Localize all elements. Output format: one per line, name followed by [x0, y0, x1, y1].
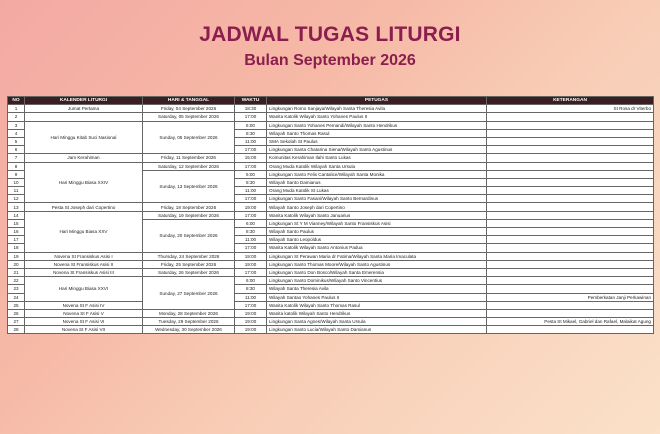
- cell-no: 8: [8, 162, 25, 170]
- table-row: [8, 211, 654, 219]
- header-row: [8, 97, 654, 105]
- cell-hari: Sunday, 20 September 2026: [143, 219, 235, 252]
- cell-keterangan: [487, 219, 654, 227]
- cell-petugas: Wanita katolik Wilayah Santo Hendrikus: [267, 309, 487, 317]
- cell-keterangan: [487, 285, 654, 293]
- table-header: [8, 97, 654, 105]
- cell-petugas: Lingkungan Santo Dominikus/Wilayah Santo Vincentius: [267, 277, 487, 285]
- cell-no: 11: [8, 187, 25, 195]
- cell-petugas: Wilayah Santo Joseph dari Copertino: [267, 203, 487, 211]
- cell-kalender: Hari Minggu Biasa XXVI: [25, 277, 143, 302]
- cell-waktu: 17:00: [235, 244, 267, 252]
- cell-kalender: Novena St Fransiskus Asisi II: [25, 260, 143, 268]
- cell-kalender: [25, 113, 143, 121]
- cell-petugas: Wanita Katolik Wilayah Santo Antonius Padua: [267, 244, 487, 252]
- cell-no: 19: [8, 252, 25, 260]
- cell-no: 3: [8, 121, 25, 129]
- cell-waktu: 19:00: [235, 318, 267, 326]
- table-row: [8, 252, 654, 260]
- cell-petugas: Lingkungan Santa Chatarina Siena/Wilayah Santo Agustinus: [267, 146, 487, 154]
- cell-no: 13: [8, 203, 25, 211]
- cell-petugas: Lingkungan Santa Agnes/Wilayah Santa Ursula: [267, 318, 487, 326]
- cell-petugas: Lingkungan Santo Yohanes Pemandi/Wilayah Santo Hendrikus: [267, 121, 487, 129]
- cell-petugas: Wanita Katolik Wilayah Santo Januarius: [267, 211, 487, 219]
- cell-petugas: Komunitas Kerahiman Ilahi Santo Lukas: [267, 154, 487, 162]
- cell-hari: Wednesday, 30 September 2026: [143, 326, 235, 334]
- col-header-petugas: PETUGAS: [267, 97, 487, 105]
- cell-petugas: Lingkungan St Perawan Maria dr Fatima/Wilayah Santa Maria Imaculata: [267, 252, 487, 260]
- cell-hari: Monday, 28 September 2026: [143, 309, 235, 317]
- col-header-keterangan: KETERANGAN: [487, 97, 654, 105]
- cell-no: 26: [8, 309, 25, 317]
- cell-keterangan: [487, 326, 654, 334]
- cell-kalender: Novena St F Asisi IV: [25, 301, 143, 309]
- cell-petugas: Wilayah Santo Damianus: [267, 178, 487, 186]
- table-row: [8, 113, 654, 121]
- cell-hari: Friday, 11 September 2026: [143, 154, 235, 162]
- cell-petugas: Lingkungan Santo Don Bosco/Wilayah Santa Emerensia: [267, 268, 487, 276]
- cell-kalender: Hari Minggu Kitab Suci Nasional: [25, 121, 143, 154]
- cell-waktu: 17:00: [235, 162, 267, 170]
- table-row: [8, 277, 654, 285]
- cell-keterangan: [487, 113, 654, 121]
- cell-petugas: Lingkungan Romo Sanjaya/Wilayah Santa Theresia Avila: [267, 105, 487, 113]
- table-row: [8, 309, 654, 317]
- cell-hari: Saturday, 26 September 2026: [143, 268, 235, 276]
- cell-waktu: 17:00: [235, 301, 267, 309]
- cell-waktu: 17:00: [235, 146, 267, 154]
- cell-kalender: Pesta St Joseph dari Copertino: [25, 203, 143, 211]
- cell-keterangan: [487, 178, 654, 186]
- cell-petugas: Orang Muda Katolik Wilayah Santa Ursula: [267, 162, 487, 170]
- cell-keterangan: [487, 309, 654, 317]
- cell-waktu: 19:00: [235, 203, 267, 211]
- table-row: [8, 203, 654, 211]
- cell-waktu: 11:00: [235, 236, 267, 244]
- cell-no: 21: [8, 268, 25, 276]
- cell-no: 23: [8, 285, 25, 293]
- cell-waktu: 17:00: [235, 268, 267, 276]
- cell-keterangan: Pesta St Mikael, Gabriel dan Rafael, Malaikat Agung: [487, 318, 654, 326]
- table-row: [8, 105, 654, 113]
- cell-no: 16: [8, 228, 25, 236]
- cell-kalender: Jam Kerahiman: [25, 154, 143, 162]
- cell-hari: Friday, 18 September 2026: [143, 203, 235, 211]
- cell-petugas: Orang Muda Katolik St Lukas: [267, 187, 487, 195]
- cell-waktu: 11:00: [235, 293, 267, 301]
- cell-keterangan: [487, 211, 654, 219]
- cell-no: 14: [8, 211, 25, 219]
- cell-petugas: Lingkungan Santo Fasani/Wilayah Santo Bernardinus: [267, 195, 487, 203]
- cell-waktu: 6:00: [235, 277, 267, 285]
- col-header-kalender: KALENDER LITURGI: [25, 97, 143, 105]
- cell-petugas: Lingkungan Santo Lucia/Wilayah Santo Damianus: [267, 326, 487, 334]
- cell-kalender: Novena St F Asisi VI: [25, 318, 143, 326]
- table-row: [8, 162, 654, 170]
- cell-hari: Sunday, 13 September 2026: [143, 170, 235, 203]
- cell-petugas: SMA Sekolah St Paulus: [267, 137, 487, 145]
- cell-hari: Sunday, 27 September 2026: [143, 277, 235, 310]
- table-row: [8, 260, 654, 268]
- cell-waktu: 8:30: [235, 178, 267, 186]
- cell-keterangan: [487, 154, 654, 162]
- cell-keterangan: Pemberkatan Janji Perkawinan: [487, 293, 654, 301]
- cell-petugas: Wanita Katolik Wilayah Santo Yohanes Paulus II: [267, 113, 487, 121]
- cell-hari: Tuesday, 29 September 2026: [143, 318, 235, 326]
- cell-waktu: 19:00: [235, 326, 267, 334]
- cell-kalender: Novena St F Asisi VII: [25, 326, 143, 334]
- cell-waktu: 8:30: [235, 129, 267, 137]
- cell-waktu: 6:00: [235, 121, 267, 129]
- cell-waktu: 18:30: [235, 105, 267, 113]
- cell-waktu: 19:00: [235, 260, 267, 268]
- cell-hari: Friday, 04 September 2026: [143, 105, 235, 113]
- cell-keterangan: [487, 146, 654, 154]
- col-header-waktu: WAKTU: [235, 97, 267, 105]
- cell-keterangan: [487, 236, 654, 244]
- cell-waktu: 8:30: [235, 285, 267, 293]
- cell-waktu: 8:30: [235, 228, 267, 236]
- cell-kalender: Hari Minggu Biasa XXV: [25, 211, 143, 252]
- cell-kalender: Hari Minggu Biasa XXIV: [25, 162, 143, 203]
- cell-no: 17: [8, 236, 25, 244]
- cell-keterangan: [487, 129, 654, 137]
- cell-keterangan: [487, 244, 654, 252]
- cell-no: 6: [8, 146, 25, 154]
- header: [0, 22, 660, 72]
- cell-waktu: 6:00: [235, 219, 267, 227]
- cell-kalender: Novena St Fransiskus Asisi III: [25, 268, 143, 276]
- cell-waktu: 19:00: [235, 309, 267, 317]
- cell-keterangan: St Rosa dr Viterbo: [487, 105, 654, 113]
- cell-no: 7: [8, 154, 25, 162]
- cell-no: 2: [8, 113, 25, 121]
- cell-petugas: Lingkungan St Y M Vianney/Wilayah Santo Fransiskus Asisi: [267, 219, 487, 227]
- cell-petugas: Wilayah Santa Theresia Avila: [267, 285, 487, 293]
- page-title: JADWAL TUGAS LITURGI: [199, 23, 461, 46]
- cell-no: 27: [8, 318, 25, 326]
- table-row: [8, 318, 654, 326]
- cell-no: 9: [8, 170, 25, 178]
- cell-no: 28: [8, 326, 25, 334]
- cell-keterangan: [487, 187, 654, 195]
- cell-no: 12: [8, 195, 25, 203]
- cell-petugas: Lingkungan Santo Felix Cantalice/Wilayah Santa Monika: [267, 170, 487, 178]
- cell-keterangan: [487, 301, 654, 309]
- cell-no: 22: [8, 277, 25, 285]
- table-row: [8, 154, 654, 162]
- cell-waktu: 19:00: [235, 252, 267, 260]
- cell-hari: Saturday, 05 September 2026: [143, 113, 235, 121]
- cell-petugas: Wilayah Santo Paulus: [267, 228, 487, 236]
- cell-keterangan: [487, 260, 654, 268]
- cell-hari: Sunday, 06 September 2026: [143, 121, 235, 154]
- cell-no: 25: [8, 301, 25, 309]
- cell-keterangan: [487, 277, 654, 285]
- cell-kalender: Novena St Fransiskus Asisi I: [25, 252, 143, 260]
- cell-no: 10: [8, 178, 25, 186]
- cell-keterangan: [487, 228, 654, 236]
- table-row: [8, 326, 654, 334]
- cell-no: 4: [8, 129, 25, 137]
- cell-keterangan: [487, 268, 654, 276]
- cell-waktu: 17:00: [235, 113, 267, 121]
- cell-keterangan: [487, 203, 654, 211]
- table-row: [8, 301, 654, 309]
- col-header-no: NO: [8, 97, 25, 105]
- cell-petugas: Wilayah Santo Leopoldus: [267, 236, 487, 244]
- cell-hari: Saturday, 19 September 2026: [143, 211, 235, 219]
- cell-petugas: Wanita Katolik Wilayah Santo Thomas Rasul: [267, 301, 487, 309]
- cell-petugas: Wilayah Santo Thomas Rasul: [267, 129, 487, 137]
- cell-hari: Thursday, 24 September 2026: [143, 252, 235, 260]
- cell-no: 15: [8, 219, 25, 227]
- cell-kalender: Novena St F Asisi V: [25, 309, 143, 317]
- cell-waktu: 11:00: [235, 187, 267, 195]
- col-header-hari: HARI & TANGGAL: [143, 97, 235, 105]
- cell-waktu: 17:00: [235, 195, 267, 203]
- cell-keterangan: [487, 137, 654, 145]
- table-row: [8, 268, 654, 276]
- cell-keterangan: [487, 170, 654, 178]
- cell-waktu: 6:00: [235, 170, 267, 178]
- cell-waktu: 15:00: [235, 154, 267, 162]
- cell-petugas: Wilayah Santao Yohanes Paulus II: [267, 293, 487, 301]
- cell-waktu: 11:00: [235, 137, 267, 145]
- table-row: [8, 121, 654, 129]
- cell-no: 18: [8, 244, 25, 252]
- cell-no: 20: [8, 260, 25, 268]
- cell-no: 24: [8, 293, 25, 301]
- cell-keterangan: [487, 195, 654, 203]
- cell-waktu: 17:00: [235, 211, 267, 219]
- page-subtitle: Bulan September 2026: [244, 52, 416, 69]
- cell-keterangan: [487, 121, 654, 129]
- cell-hari: Saturday, 12 September 2026: [143, 162, 235, 170]
- cell-keterangan: [487, 252, 654, 260]
- cell-kalender: Jumat Pertama: [25, 105, 143, 113]
- cell-petugas: Lingkungan Santo Thomas Moore/Wilayah Santo Agustinus: [267, 260, 487, 268]
- table-body: [8, 105, 654, 334]
- cell-hari: Friday, 25 September 2026: [143, 260, 235, 268]
- schedule-table: [7, 96, 654, 334]
- cell-no: 1: [8, 105, 25, 113]
- cell-keterangan: [487, 162, 654, 170]
- cell-no: 5: [8, 137, 25, 145]
